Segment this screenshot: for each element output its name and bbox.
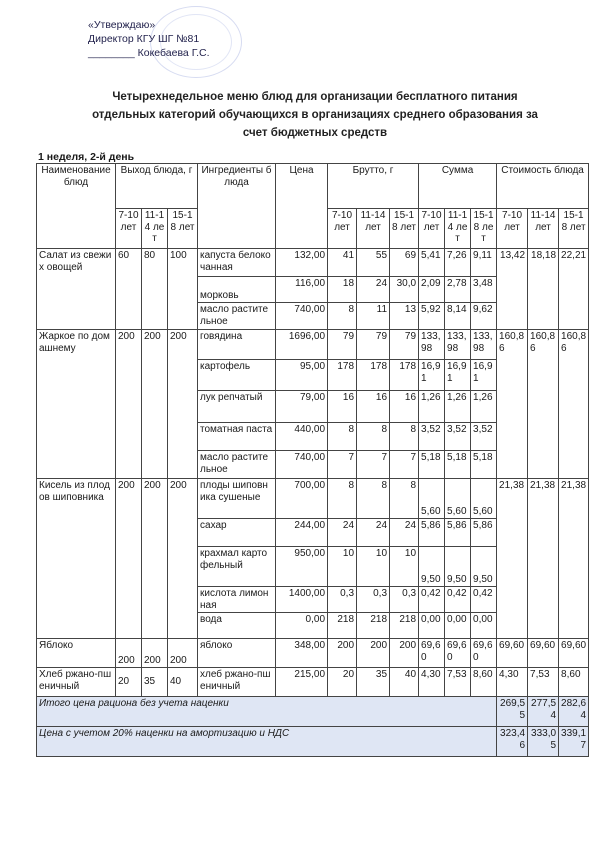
- header-cost-age-7-10: 7-10 лет: [497, 209, 528, 249]
- price: 79,00: [276, 391, 328, 423]
- header-dish: Наименование блюд: [37, 164, 116, 249]
- week-day-label: 1 неделя, 2-й день: [38, 151, 135, 163]
- ingredient: масло растительное: [198, 451, 276, 479]
- output-15-18: 100: [168, 249, 198, 330]
- brutto-15-18: 13: [390, 303, 419, 330]
- brutto-15-18: 0,3: [390, 587, 419, 613]
- price: 740,00: [276, 451, 328, 479]
- sum-15-18: 5,86: [471, 519, 497, 547]
- sum-7-10: 5,41: [419, 249, 445, 277]
- sum-7-10: 9,50: [419, 547, 445, 587]
- menu-table: [36, 163, 589, 757]
- sum-15-18: 3,52: [471, 423, 497, 451]
- cost-11-14: 160,86: [528, 330, 559, 479]
- brutto-11-14: 7: [357, 451, 390, 479]
- sum-11-14: 1,26: [445, 391, 471, 423]
- brutto-15-18: 24: [390, 519, 419, 547]
- brutto-7-10: 218: [328, 613, 357, 639]
- output-7-10: 60: [116, 249, 142, 330]
- total-7-10: 269,55: [497, 697, 528, 727]
- ingredient: плоды шиповника сушеные: [198, 479, 276, 519]
- cost-11-14: 21,38: [528, 479, 559, 639]
- sum-7-10: 0,42: [419, 587, 445, 613]
- sum-11-14: 69,60: [445, 639, 471, 668]
- brutto-15-18: 218: [390, 613, 419, 639]
- brutto-15-18: 8: [390, 423, 419, 451]
- output-7-10: 200: [116, 479, 142, 639]
- brutto-11-14: 24: [357, 519, 390, 547]
- header-output-age-11-14: 11-14 лет: [142, 209, 168, 249]
- sum-15-18: 8,60: [471, 668, 497, 697]
- brutto-15-18: 7: [390, 451, 419, 479]
- ingredient: говядина: [198, 330, 276, 360]
- output-11-14: 80: [142, 249, 168, 330]
- brutto-11-14: 11: [357, 303, 390, 330]
- brutto-11-14: 8: [357, 423, 390, 451]
- cost-15-18: 160,86: [559, 330, 589, 479]
- dish-name: Жаркое по домашнему: [37, 330, 116, 479]
- price: 1696,00: [276, 330, 328, 360]
- price: 740,00: [276, 303, 328, 330]
- cost-11-14: 18,18: [528, 249, 559, 330]
- brutto-7-10: 178: [328, 360, 357, 391]
- output-15-18: 200: [168, 330, 198, 479]
- sum-11-14: 3,52: [445, 423, 471, 451]
- brutto-7-10: 16: [328, 391, 357, 423]
- brutto-7-10: 41: [328, 249, 357, 277]
- sum-11-14: 5,60: [445, 479, 471, 519]
- header-cost: Стоимость блюда: [497, 164, 589, 209]
- approval-line-2: Директор КГУ ШГ №81: [88, 33, 200, 45]
- sum-15-18: 5,18: [471, 451, 497, 479]
- cost-11-14: 69,60: [528, 639, 559, 668]
- header-output-age-7-10: 7-10 лет: [116, 209, 142, 249]
- brutto-7-10: 10: [328, 547, 357, 587]
- price: 244,00: [276, 519, 328, 547]
- output-7-10: 20: [116, 668, 142, 697]
- header-brutto-age-11-14: 11-14 лет: [357, 209, 390, 249]
- cost-15-18: 69,60: [559, 639, 589, 668]
- sum-11-14: 16,91: [445, 360, 471, 391]
- total-with-markup-label: Цена с учетом 20% наценки на амортизацию и НДС: [37, 727, 497, 757]
- ingredient: сахар: [198, 519, 276, 547]
- sum-11-14: 8,14: [445, 303, 471, 330]
- brutto-15-18: 40: [390, 668, 419, 697]
- sum-7-10: 5,18: [419, 451, 445, 479]
- brutto-11-14: 35: [357, 668, 390, 697]
- cost-7-10: 160,86: [497, 330, 528, 479]
- sum-15-18: 0,42: [471, 587, 497, 613]
- sum-15-18: 9,50: [471, 547, 497, 587]
- price: 700,00: [276, 479, 328, 519]
- total-label: Итого цена рациона без учета наценки: [37, 697, 497, 727]
- cost-7-10: 13,42: [497, 249, 528, 330]
- brutto-11-14: 10: [357, 547, 390, 587]
- brutto-15-18: 10: [390, 547, 419, 587]
- total-with-markup-15-18: 339,17: [559, 727, 589, 757]
- brutto-7-10: 8: [328, 423, 357, 451]
- sum-15-18: 3,48: [471, 277, 497, 303]
- brutto-15-18: 79: [390, 330, 419, 360]
- sum-11-14: 9,50: [445, 547, 471, 587]
- brutto-7-10: 200: [328, 639, 357, 668]
- ingredient: кислота лимонная: [198, 587, 276, 613]
- ingredient: морковь: [198, 277, 276, 303]
- total-15-18: 282,64: [559, 697, 589, 727]
- sum-11-14: 0,00: [445, 613, 471, 639]
- header-ingredients: Ингредиенты блюда: [198, 164, 276, 249]
- brutto-7-10: 18: [328, 277, 357, 303]
- sum-15-18: 5,60: [471, 479, 497, 519]
- dish-name: Салат из свежих овощей: [37, 249, 116, 330]
- brutto-7-10: 8: [328, 479, 357, 519]
- brutto-11-14: 200: [357, 639, 390, 668]
- table-row: [37, 330, 589, 360]
- cost-7-10: 21,38: [497, 479, 528, 639]
- cost-11-14: 7,53: [528, 668, 559, 697]
- sum-7-10: 2,09: [419, 277, 445, 303]
- sum-11-14: 5,18: [445, 451, 471, 479]
- brutto-11-14: 0,3: [357, 587, 390, 613]
- header-cost-age-11-14: 11-14 лет: [528, 209, 559, 249]
- cost-15-18: 22,21: [559, 249, 589, 330]
- sum-7-10: 133,98: [419, 330, 445, 360]
- header-brutto-age-15-18: 15-18 лет: [390, 209, 419, 249]
- approval-line-1: «Утверждаю»: [88, 19, 156, 31]
- header-sum: Сумма: [419, 164, 497, 209]
- sum-7-10: 16,91: [419, 360, 445, 391]
- ingredient: лук репчатый: [198, 391, 276, 423]
- price: 1400,00: [276, 587, 328, 613]
- brutto-7-10: 24: [328, 519, 357, 547]
- sum-7-10: 5,60: [419, 479, 445, 519]
- brutto-11-14: 8: [357, 479, 390, 519]
- brutto-15-18: 69: [390, 249, 419, 277]
- cost-15-18: 21,38: [559, 479, 589, 639]
- brutto-15-18: 16: [390, 391, 419, 423]
- output-15-18: 200: [168, 639, 198, 668]
- sum-7-10: 0,00: [419, 613, 445, 639]
- sum-11-14: 5,86: [445, 519, 471, 547]
- price: 0,00: [276, 613, 328, 639]
- header-output-age-15-18: 15-18 лет: [168, 209, 198, 249]
- price: 440,00: [276, 423, 328, 451]
- dish-name: Яблоко: [37, 639, 116, 668]
- price: 132,00: [276, 249, 328, 277]
- ingredient: масло растительное: [198, 303, 276, 330]
- total-with-markup-11-14: 333,05: [528, 727, 559, 757]
- output-15-18: 40: [168, 668, 198, 697]
- price: 116,00: [276, 277, 328, 303]
- approval-line-3: ________ Кокебаева Г.С.: [88, 47, 210, 59]
- brutto-15-18: 8: [390, 479, 419, 519]
- sum-7-10: 4,30: [419, 668, 445, 697]
- approval-block: [88, 18, 210, 60]
- ingredient: яблоко: [198, 639, 276, 668]
- brutto-15-18: 200: [390, 639, 419, 668]
- brutto-7-10: 8: [328, 303, 357, 330]
- sum-15-18: 9,11: [471, 249, 497, 277]
- output-11-14: 200: [142, 639, 168, 668]
- sum-7-10: 3,52: [419, 423, 445, 451]
- sum-11-14: 0,42: [445, 587, 471, 613]
- header-brutto: Брутто, г: [328, 164, 419, 209]
- output-11-14: 35: [142, 668, 168, 697]
- sum-11-14: 133,98: [445, 330, 471, 360]
- brutto-7-10: 79: [328, 330, 357, 360]
- dish-name: Хлеб ржано-пшеничный: [37, 668, 116, 697]
- output-7-10: 200: [116, 639, 142, 668]
- brutto-7-10: 7: [328, 451, 357, 479]
- output-7-10: 200: [116, 330, 142, 479]
- sum-11-14: 2,78: [445, 277, 471, 303]
- brutto-11-14: 218: [357, 613, 390, 639]
- total-row: [37, 697, 589, 727]
- sum-7-10: 5,92: [419, 303, 445, 330]
- cost-7-10: 4,30: [497, 668, 528, 697]
- ingredient: крахмал картофельный: [198, 547, 276, 587]
- total-with-markup-7-10: 323,46: [497, 727, 528, 757]
- document-title: Четырехнедельное меню блюд для организации бесплатного питания отдельных категорий обучающихся в организациях среднего образования за счет бюджетных средств: [92, 91, 538, 139]
- header-output: Выход блюда, г: [116, 164, 198, 209]
- brutto-11-14: 79: [357, 330, 390, 360]
- brutto-11-14: 24: [357, 277, 390, 303]
- table-row: [37, 639, 589, 668]
- brutto-11-14: 55: [357, 249, 390, 277]
- ingredient: капуста белокочанная: [198, 249, 276, 277]
- ingredient: хлеб ржано-пшеничный: [198, 668, 276, 697]
- sum-15-18: 16,91: [471, 360, 497, 391]
- sum-7-10: 5,86: [419, 519, 445, 547]
- cost-7-10: 69,60: [497, 639, 528, 668]
- price: 348,00: [276, 639, 328, 668]
- header-price: Цена: [276, 164, 328, 249]
- header-sum-age-15-18: 15-18 лет: [471, 209, 497, 249]
- ingredient: картофель: [198, 360, 276, 391]
- sum-11-14: 7,53: [445, 668, 471, 697]
- sum-15-18: 9,62: [471, 303, 497, 330]
- header-brutto-age-7-10: 7-10 лет: [328, 209, 357, 249]
- header-sum-age-11-14: 11-14 лет: [445, 209, 471, 249]
- table-row: [37, 479, 589, 519]
- sum-7-10: 69,60: [419, 639, 445, 668]
- sum-7-10: 1,26: [419, 391, 445, 423]
- output-11-14: 200: [142, 479, 168, 639]
- brutto-15-18: 178: [390, 360, 419, 391]
- table-row: [37, 249, 589, 277]
- sum-15-18: 1,26: [471, 391, 497, 423]
- header-cost-age-15-18: 15-18 лет: [559, 209, 589, 249]
- price: 215,00: [276, 668, 328, 697]
- brutto-11-14: 16: [357, 391, 390, 423]
- output-15-18: 200: [168, 479, 198, 639]
- price: 95,00: [276, 360, 328, 391]
- cost-15-18: 8,60: [559, 668, 589, 697]
- output-11-14: 200: [142, 330, 168, 479]
- sum-11-14: 7,26: [445, 249, 471, 277]
- brutto-11-14: 178: [357, 360, 390, 391]
- brutto-7-10: 0,3: [328, 587, 357, 613]
- total-with-markup-row: [37, 727, 589, 757]
- ingredient: томатная паста: [198, 423, 276, 451]
- price: 950,00: [276, 547, 328, 587]
- ingredient: вода: [198, 613, 276, 639]
- table-row: [37, 668, 589, 697]
- sum-15-18: 0,00: [471, 613, 497, 639]
- total-11-14: 277,54: [528, 697, 559, 727]
- brutto-7-10: 20: [328, 668, 357, 697]
- sum-15-18: 69,60: [471, 639, 497, 668]
- sum-15-18: 133,98: [471, 330, 497, 360]
- brutto-15-18: 30,0: [390, 277, 419, 303]
- header-sum-age-7-10: 7-10 лет: [419, 209, 445, 249]
- dish-name: Кисель из плодов шиповника: [37, 479, 116, 639]
